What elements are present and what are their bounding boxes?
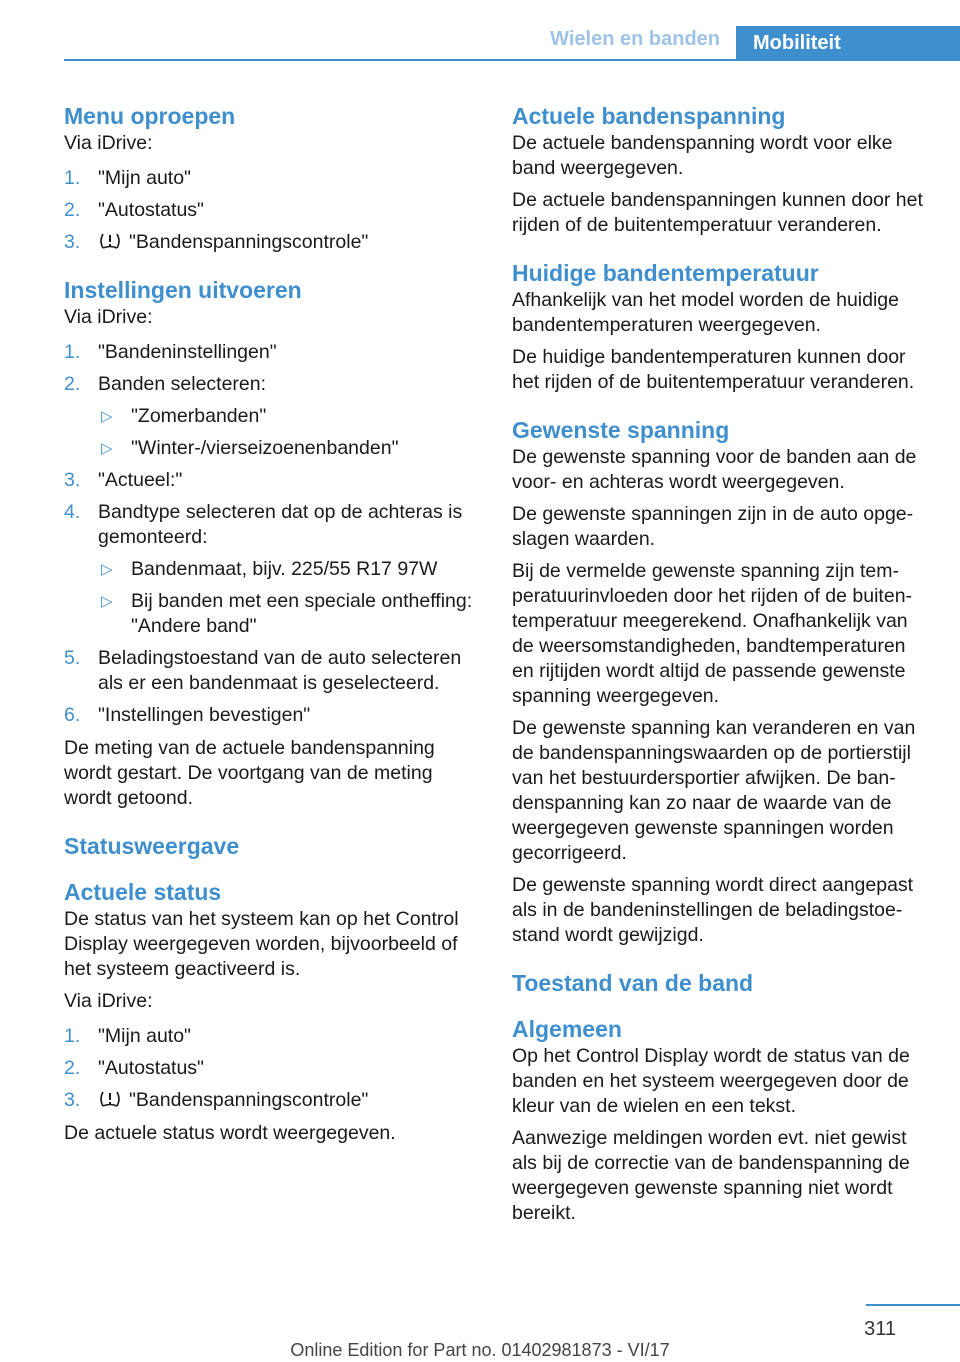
settings-outro: De meting van de actuele bandenspanning wordt gestart. De voortgang van de meting wordt getoond. <box>64 737 435 809</box>
desired-text-4: De gewenste spanning kan veranderen en van de bandenspanningswaarden op de portierstijl van het bestuurdersportier afwijken. De bandenspanning kan zo naar de waarde van de weergegeven gewenste spanningen worden gecorrigeerd. <box>512 717 916 864</box>
general-text-1: Op het Control Display wordt de status van de banden en het systeem weergegeven door de kleur van de wielen en een tekst. <box>512 1045 910 1117</box>
triangle-right-icon: ▷ <box>101 561 113 578</box>
footer-rule <box>866 1304 960 1306</box>
status-heading: Statusweergave <box>64 833 240 859</box>
tire-pressure-warning-icon <box>98 1090 122 1108</box>
desired-text-3: Bij de vermelde gewenste spanning zijn temperatuurinvloeden door het rijden of de buitentemperatuur meegerekend. Onafhankelijk van de weersomstandigheden, bandtemperaturen en rijtijden wordt altijd de passende gewenste spanning weergegeven. <box>512 560 913 707</box>
triangle-right-icon: ▷ <box>101 440 113 457</box>
temperature-text-2: De huidige bandentemperaturen kunnen door het rijden of de buitentemperatuur veranderen. <box>512 346 915 393</box>
list-item: 5. Beladingstoestand van de auto selecteren als er een bandenmaat is geselecteerd. <box>64 647 462 694</box>
left-column <box>64 101 476 1153</box>
settings-heading: Instellingen uitvoeren <box>64 277 302 303</box>
actual-status-heading: Actuele status <box>64 879 222 905</box>
list-item: ▷ "Winter-/vierseizoenenbanden" <box>101 437 399 459</box>
list-item: 3. "Bandenspanningscontrole" <box>64 231 369 253</box>
edition-footer: Online Edition for Part no. 01402981873 - VI/17 <box>290 1340 670 1360</box>
desired-text-2: De gewenste spanningen zijn in de auto opgeslagen waarden. <box>512 503 914 550</box>
list-item: 4. Bandtype selecteren dat op de achteras is gemonteerd: ▷ Bandenmaat, bijv. 225/55 R17 97W ▷ Bij banden met een speciale ontheffing: "Andere band" <box>64 500 476 639</box>
list-item: 1. "Mijn auto" <box>64 167 191 189</box>
list-item: 2. Banden selecteren: ▷ "Zomerbanden" ▷ "Winter-/vierseizoenenbanden" <box>64 372 476 461</box>
settings-intro: Via iDrive: <box>64 306 153 328</box>
pressure-heading: Actuele bandenspanning <box>512 103 786 129</box>
page-header <box>0 0 960 62</box>
header-rule <box>64 59 960 61</box>
list-item: 2. "Autostatus" <box>64 199 204 221</box>
list-item: 1. "Bandeninstellingen" <box>64 341 277 363</box>
tire-pressure-warning-icon <box>98 232 122 250</box>
actual-status-intro: Via iDrive: <box>64 990 153 1012</box>
triangle-right-icon: ▷ <box>101 593 113 610</box>
desired-pressure-heading: Gewenste spanning <box>512 417 730 443</box>
menu-intro: Via iDrive: <box>64 132 153 154</box>
temperature-text-1: Afhankelijk van het model worden de huidige bandentemperaturen weergegeven. <box>512 289 900 336</box>
list-item: ▷ "Zomerbanden" <box>101 405 267 427</box>
pressure-text-1: De actuele bandenspanning wordt voor elke band weergegeven. <box>512 132 893 179</box>
actual-status-outro: De actuele status wordt weergegeven. <box>64 1122 396 1144</box>
menu-steps <box>64 166 476 255</box>
page-number: 311 <box>864 1318 896 1340</box>
desired-text-5: De gewenste spanning wordt direct aangepast als in de bandeninstellingen de beladingstoestand wordt gewijzigd. <box>512 874 914 946</box>
breadcrumb[interactable]: Wielen en banden <box>550 28 720 50</box>
list-item: ▷ Bij banden met een speciale ontheffing: "Andere band" <box>101 590 473 637</box>
pressure-text-2: De actuele bandenspanningen kunnen door het rijden of de buitentemperatuur veranderen. <box>512 189 923 236</box>
list-item: ▷ Bandenmaat, bijv. 225/55 R17 97W <box>101 558 438 580</box>
general-heading: Algemeen <box>512 1016 622 1042</box>
general-text-2: Aanwezige meldingen worden evt. niet gewist als bij de correctie van de bandenspanning de weergegeven gewenste spanning niet wordt bereikt. <box>512 1127 910 1224</box>
tire-condition-heading: Toestand van de band <box>512 970 754 996</box>
right-column <box>512 101 930 1233</box>
list-item: 6. "Instellingen bevestigen" <box>64 704 311 726</box>
temperature-heading: Huidige bandentemperatuur <box>512 260 819 286</box>
menu-heading: Menu oproepen <box>64 103 236 129</box>
list-item: 1. "Mijn auto" <box>64 1025 191 1047</box>
actual-status-steps <box>64 1024 476 1113</box>
triangle-right-icon: ▷ <box>101 408 113 425</box>
list-item: 3. "Bandenspanningscontrole" <box>64 1089 369 1111</box>
actual-status-text: De status van het systeem kan op het Control Display weergegeven worden, bijvoorbeeld of het systeem geactiveerd is. <box>64 908 459 980</box>
settings-steps <box>64 340 476 728</box>
list-item: 3. "Actueel:" <box>64 469 183 491</box>
list-item: 2. "Autostatus" <box>64 1057 204 1079</box>
chapter-tab[interactable]: Mobiliteit <box>736 26 960 61</box>
desired-text-1: De gewenste spanning voor de banden aan de voor- en achteras wordt weergegeven. <box>512 446 917 493</box>
